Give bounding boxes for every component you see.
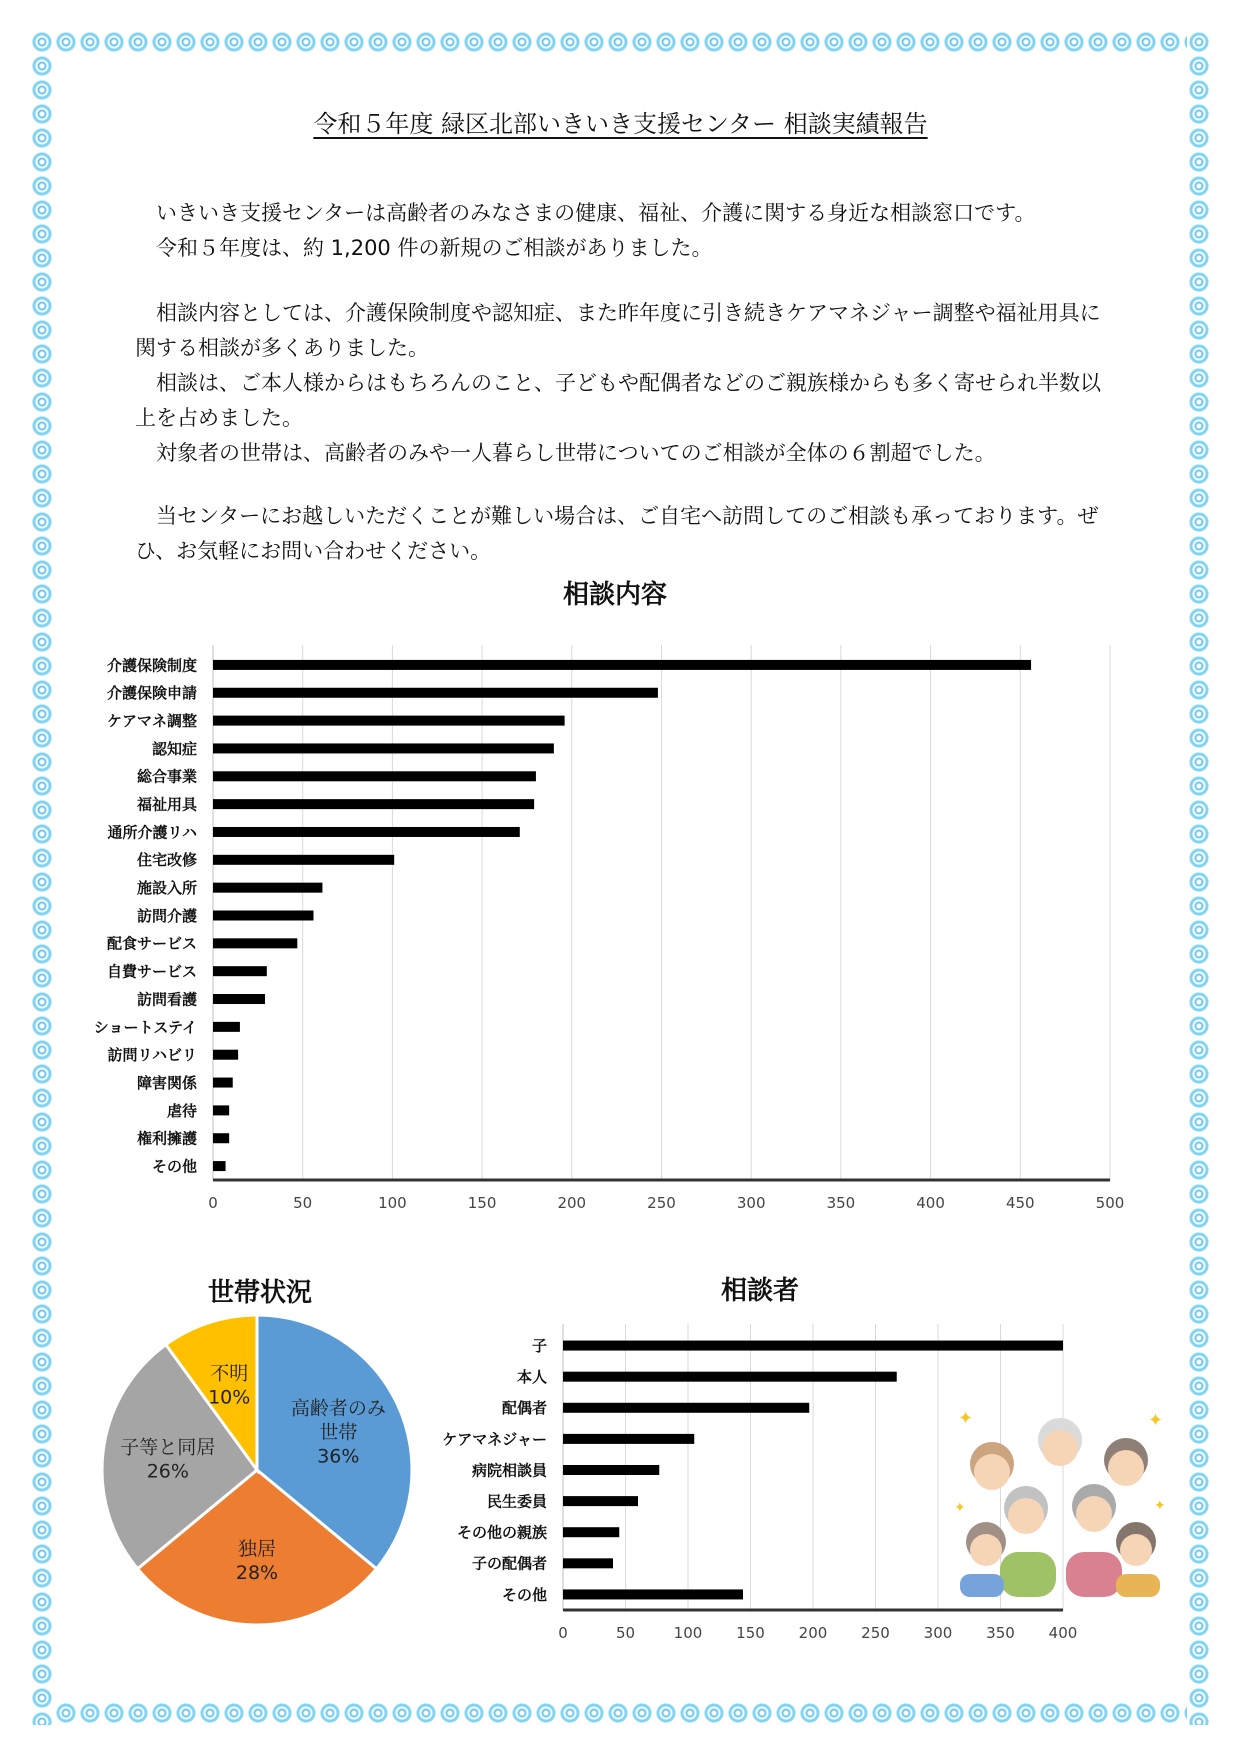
svg-text:✦: ✦ (958, 1408, 974, 1429)
consulter-bar (563, 1403, 809, 1413)
consulter-bar (563, 1372, 897, 1382)
content-tick-label: 200 (557, 1194, 587, 1212)
consulter-category-label: ケアマネジャー (442, 1430, 547, 1449)
consulter-tick-label: 0 (558, 1624, 568, 1642)
content-category-label: ケアマネ調整 (106, 712, 197, 731)
paragraph-visit: 当センターにお越しいただくことが難しい場合は、ご自宅へ訪問してのご相談も承っております。ぜひ、お気軽にお問い合わせください。 (135, 504, 1099, 563)
content-bar (213, 966, 267, 976)
chart-title-household: 世帯状況 (207, 1278, 312, 1308)
content-bar (213, 938, 297, 948)
content-category-label: 訪問リハビリ (107, 1046, 197, 1065)
consulter-bar (563, 1558, 613, 1568)
consulter-bar (563, 1341, 1063, 1351)
content-tick-label: 300 (736, 1194, 766, 1212)
paragraph-content: 相談内容としては、介護保険制度や認知症、また昨年度に引き続きケアマネジャー調整や福祉用具に関する相談が多くありました。 (135, 301, 1101, 360)
content-bar (213, 1133, 229, 1143)
svg-text:✦: ✦ (1148, 1410, 1164, 1431)
content-bar (213, 994, 265, 1004)
content-bar (213, 1105, 229, 1115)
content-category-label: 通所介護リハ (107, 823, 197, 842)
content-category-label: 介護保険制度 (106, 656, 197, 675)
consulter-bar (563, 1496, 638, 1506)
content-bar (213, 799, 534, 809)
content-bar (213, 911, 313, 921)
content-category-label: 住宅改修 (136, 851, 197, 870)
cheering-elderly-group-icon (948, 1402, 1172, 1597)
paragraph-consulter: 相談は、ご本人様からはもちろんのこと、子どもや配偶者などのご親族様からも多く寄せられ半数以上を占めました。 (135, 371, 1101, 430)
household-pie-label: 独居 (237, 1537, 277, 1560)
content-bar (213, 827, 520, 837)
content-bar (213, 688, 658, 698)
content-category-label: 総合事業 (136, 767, 197, 786)
decorative-border-left (30, 30, 54, 1725)
consulter-category-label: 子 (531, 1336, 547, 1355)
content-category-label: 福祉用具 (136, 795, 197, 814)
content-tick-label: 0 (208, 1194, 218, 1212)
content-tick-label: 50 (293, 1194, 313, 1212)
household-pie-label: 10% (208, 1386, 251, 1409)
content-bar (213, 883, 322, 893)
content-bar (213, 1050, 238, 1060)
content-category-label: 認知症 (151, 739, 197, 758)
household-pie-label: 26% (146, 1460, 189, 1483)
chart-title-content: 相談内容 (562, 580, 667, 610)
paragraph-household: 対象者の世帯は、高齢者のみや一人暮らし世帯についてのご相談が全体の６割超でした。 (135, 441, 996, 465)
consulter-tick-label: 100 (673, 1624, 703, 1642)
consulter-tick-label: 400 (1048, 1624, 1078, 1642)
content-tick-label: 400 (916, 1194, 945, 1212)
content-category-label: 介護保険申請 (106, 684, 197, 703)
consulter-bar (563, 1465, 659, 1475)
content-category-label: 障害関係 (136, 1073, 197, 1092)
paragraph-count: 令和５年度は、約 1,200 件の新規のご相談がありました。 (135, 236, 713, 260)
content-bar (213, 1078, 233, 1088)
chart-title-consulter: 相談者 (720, 1276, 799, 1306)
content-category-label: 配食サービス (106, 934, 197, 953)
consulter-bar (563, 1589, 743, 1599)
household-pie-label: 高齢者のみ (290, 1397, 386, 1420)
consulter-category-label: 病院相談員 (471, 1461, 547, 1480)
decorative-border-bottom (30, 1701, 1211, 1725)
consulter-tick-label: 300 (923, 1624, 953, 1642)
content-bar (213, 1161, 226, 1171)
household-pie-label: 世帯 (319, 1421, 358, 1444)
consulter-category-label: 配偶者 (501, 1399, 547, 1418)
content-category-label: 訪問看護 (136, 990, 197, 1009)
content-bar (213, 660, 1031, 670)
content-bar (213, 771, 536, 781)
consulter-tick-label: 150 (736, 1624, 765, 1642)
consulter-category-label: 民生委員 (486, 1492, 547, 1511)
household-pie-label: 不明 (210, 1362, 249, 1385)
page-title: 令和５年度 緑区北部いきいき支援センター 相談実績報告 (313, 110, 928, 138)
content-category-label: 権利擁護 (136, 1129, 197, 1148)
content-tick-label: 250 (647, 1194, 676, 1212)
content-category-label: その他 (151, 1157, 197, 1176)
consulter-tick-label: 350 (986, 1624, 1015, 1642)
svg-text:✦: ✦ (1154, 1498, 1166, 1514)
content-tick-label: 350 (826, 1194, 856, 1212)
decorative-border-top (30, 30, 1211, 54)
consulter-category-label: 本人 (516, 1368, 547, 1387)
content-tick-label: 450 (1005, 1194, 1035, 1212)
consulter-tick-label: 50 (615, 1624, 636, 1642)
household-pie-label: 子等と同居 (120, 1436, 216, 1459)
content-tick-label: 100 (378, 1194, 407, 1212)
content-category-label: ショートステイ (93, 1018, 197, 1037)
household-pie-label: 28% (235, 1561, 279, 1584)
consulter-category-label: その他の親族 (456, 1523, 547, 1542)
household-pie-label: 36% (317, 1445, 360, 1468)
chart-household-pie (90, 1300, 430, 1640)
content-category-label: 自費サービス (106, 962, 197, 981)
content-bar (213, 1022, 240, 1032)
content-category-label: 虐待 (166, 1101, 197, 1120)
consulter-bar (563, 1527, 619, 1537)
content-tick-label: 150 (467, 1194, 497, 1212)
content-bar (213, 743, 554, 753)
svg-text:✦: ✦ (954, 1500, 966, 1516)
content-bar (213, 716, 565, 726)
consulter-category-label: 子の配偶者 (471, 1554, 547, 1573)
content-bar (213, 855, 394, 865)
paragraph-intro: いきいき支援センターは高齢者のみなさまの健康、福祉、介護に関する身近な相談窓口です。 (135, 201, 1036, 225)
chart-content-bar (60, 630, 1140, 1220)
consulter-tick-label: 250 (861, 1624, 890, 1642)
consulter-category-label: その他 (501, 1585, 547, 1604)
content-category-label: 施設入所 (136, 879, 197, 898)
consulter-bar (563, 1434, 694, 1444)
content-category-label: 訪問介護 (136, 906, 197, 925)
decorative-border-right (1187, 30, 1211, 1725)
consulter-tick-label: 200 (798, 1624, 828, 1642)
content-tick-label: 500 (1095, 1194, 1125, 1212)
